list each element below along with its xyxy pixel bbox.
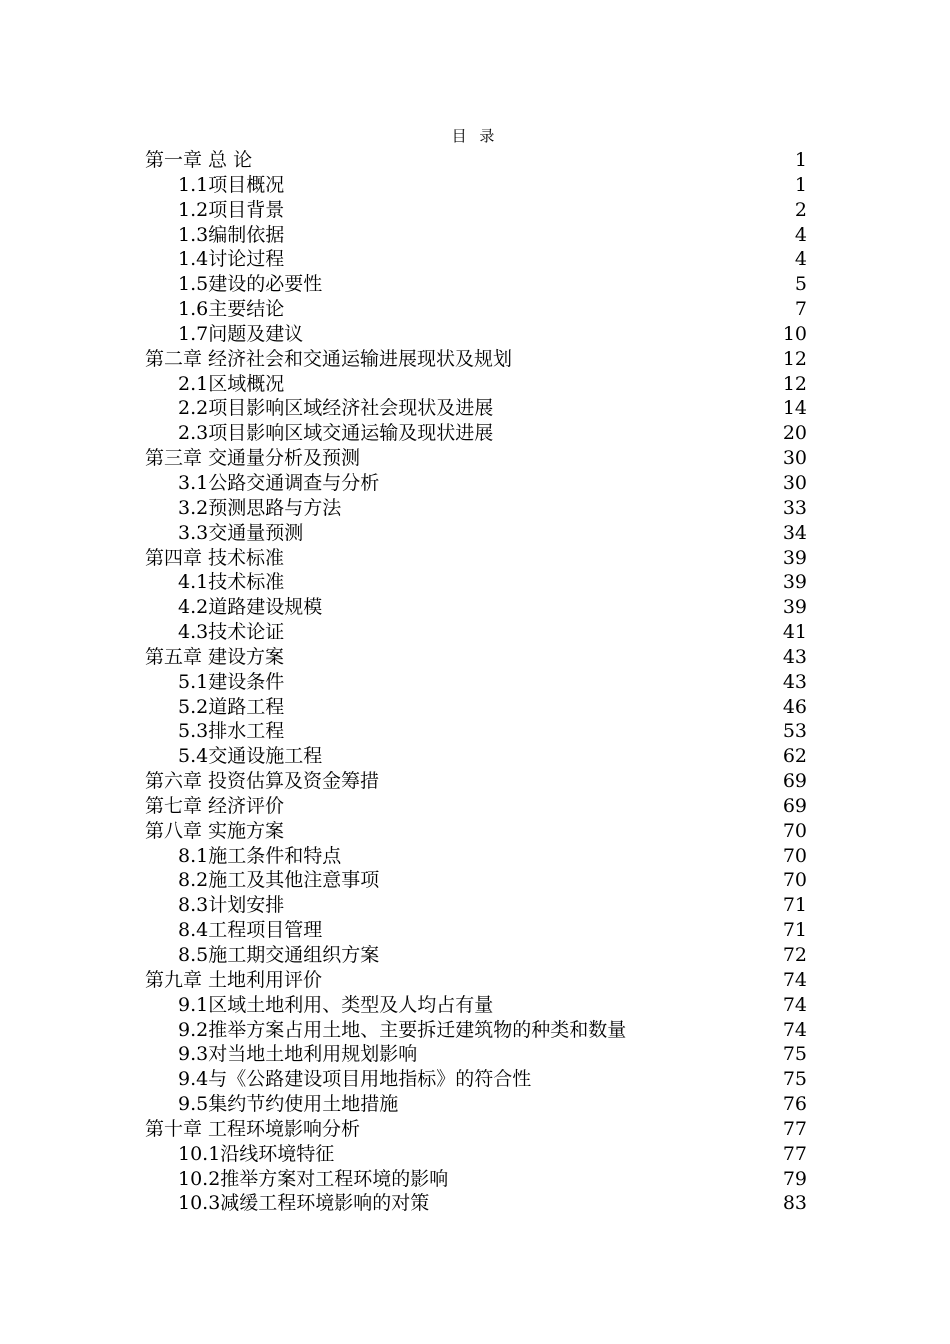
toc-entry-page-number: 14 <box>782 397 807 420</box>
toc-entry-page-number: 33 <box>782 496 807 519</box>
toc-entry-text: 1.2项目背景 <box>178 198 285 221</box>
toc-chapter-entry[interactable] <box>145 968 807 993</box>
toc-section-entry[interactable] <box>145 918 807 943</box>
toc-section-entry[interactable] <box>145 893 807 918</box>
toc-entry-text: 5.1建设条件 <box>178 670 285 693</box>
toc-entry-text: 3.1公路交通调查与分析 <box>178 471 380 494</box>
toc-entry-page-number: 75 <box>782 1068 807 1091</box>
toc-entry-text: 第十章 工程环境影响分析 <box>145 1117 361 1140</box>
toc-entry-page-number: 69 <box>782 770 807 793</box>
toc-entry-text: 第五章 建设方案 <box>145 645 285 668</box>
toc-entry-page-number: 39 <box>782 596 807 619</box>
toc-section-entry[interactable] <box>145 372 807 397</box>
toc-entry-text: 9.2推举方案占用土地、主要拆迁建筑物的种类和数量 <box>178 1018 627 1041</box>
toc-entry-text: 第三章 交通量分析及预测 <box>145 447 361 470</box>
toc-entry-page-number: 70 <box>782 869 807 892</box>
toc-entry-text: 第七章 经济评价 <box>145 794 285 817</box>
toc-entry-text: 1.1项目概况 <box>178 173 285 196</box>
toc-entry-page-number: 71 <box>782 894 807 917</box>
toc-entry-text: 9.3对当地土地利用规划影响 <box>178 1043 418 1066</box>
toc-entry-page-number: 74 <box>782 1018 807 1041</box>
toc-entry-page-number: 39 <box>782 571 807 594</box>
toc-chapter-entry[interactable] <box>145 645 807 670</box>
toc-section-entry[interactable] <box>145 1067 807 1092</box>
toc-section-entry[interactable] <box>145 223 807 248</box>
toc-chapter-entry[interactable] <box>145 148 807 173</box>
toc-section-entry[interactable] <box>145 744 807 769</box>
toc-entry-page-number: 75 <box>782 1043 807 1066</box>
toc-entry-text: 10.3减缓工程环境影响的对策 <box>178 1192 430 1215</box>
toc-entry-text: 4.2道路建设规模 <box>178 596 323 619</box>
toc-entry-text: 2.1区域概况 <box>178 372 285 395</box>
toc-entry-text: 1.4讨论过程 <box>178 248 285 271</box>
toc-section-entry[interactable] <box>145 844 807 869</box>
toc-entry-text: 第九章 土地利用评价 <box>145 968 323 991</box>
toc-entry-text: 第一章 总 论 <box>145 149 253 171</box>
toc-entry-text: 9.4与《公路建设项目用地指标》的符合性 <box>178 1068 532 1091</box>
toc-section-entry[interactable] <box>145 943 807 968</box>
toc-entry-text: 第二章 经济社会和交通运输进展现状及规划 <box>145 347 513 370</box>
toc-entry-text: 4.1技术标准 <box>178 571 285 594</box>
toc-entry-page-number: 53 <box>782 720 807 743</box>
toc-chapter-entry[interactable] <box>145 819 807 844</box>
toc-section-entry[interactable] <box>145 1042 807 1067</box>
toc-section-entry[interactable] <box>145 521 807 546</box>
toc-entry-page-number: 76 <box>782 1093 807 1116</box>
toc-section-entry[interactable] <box>145 297 807 322</box>
toc-section-entry[interactable] <box>145 173 807 198</box>
toc-entry-page-number: 70 <box>782 819 807 842</box>
toc-entry-text: 3.2预测思路与方法 <box>178 496 342 519</box>
toc-entry-page-number: 70 <box>782 844 807 867</box>
toc-section-entry[interactable] <box>145 595 807 620</box>
toc-section-entry[interactable] <box>145 396 807 421</box>
toc-chapter-entry[interactable] <box>145 794 807 819</box>
toc-entry-page-number: 46 <box>782 695 807 718</box>
toc-entry-text: 2.2项目影响区域经济社会现状及进展 <box>178 397 494 420</box>
toc-entry-text: 4.3技术论证 <box>178 621 285 644</box>
toc-entry-page-number: 20 <box>782 422 807 445</box>
toc-section-entry[interactable] <box>145 570 807 595</box>
toc-entry-text: 第四章 技术标准 <box>145 546 285 569</box>
toc-entry-text: 1.7问题及建议 <box>178 322 304 345</box>
toc-section-entry[interactable] <box>145 868 807 893</box>
toc-entry-text: 1.6主要结论 <box>178 298 285 321</box>
toc-chapter-entry[interactable] <box>145 1117 807 1142</box>
toc-title: 目 录 <box>451 127 499 145</box>
toc-entry-page-number: 74 <box>782 968 807 991</box>
toc-entry-page-number: 10 <box>782 322 807 345</box>
toc-entry-page-number: 2 <box>794 198 807 221</box>
toc-section-entry[interactable] <box>145 322 807 347</box>
toc-section-entry[interactable] <box>145 620 807 645</box>
toc-chapter-entry[interactable] <box>145 546 807 571</box>
toc-section-entry[interactable] <box>145 993 807 1018</box>
toc-entry-page-number: 83 <box>782 1192 807 1215</box>
toc-entry-page-number: 4 <box>794 248 807 271</box>
toc-entry-page-number: 4 <box>794 223 807 246</box>
toc-entry-page-number: 43 <box>782 645 807 668</box>
toc-entry-text: 5.3排水工程 <box>178 720 285 743</box>
toc-section-entry[interactable] <box>145 1092 807 1117</box>
toc-entry-text: 1.5建设的必要性 <box>178 273 323 296</box>
toc-entry-page-number: 1 <box>794 149 807 171</box>
toc-entry-text: 9.1区域土地利用、类型及人均占有量 <box>178 993 494 1016</box>
toc-entry-page-number: 77 <box>782 1142 807 1165</box>
toc-section-entry[interactable] <box>145 1191 807 1216</box>
toc-section-entry[interactable] <box>145 695 807 720</box>
toc-entry-page-number: 7 <box>794 298 807 321</box>
toc-section-entry[interactable] <box>145 272 807 297</box>
toc-entry-text: 8.3计划安排 <box>178 894 285 917</box>
toc-chapter-entry[interactable] <box>145 769 807 794</box>
toc-entry-text: 3.3交通量预测 <box>178 521 304 544</box>
toc-entry-page-number: 72 <box>782 944 807 966</box>
toc-section-entry[interactable] <box>145 719 807 744</box>
toc-section-entry[interactable] <box>145 247 807 272</box>
toc-section-entry[interactable] <box>145 1167 807 1192</box>
toc-section-entry[interactable] <box>145 1142 807 1167</box>
toc-entry-text: 10.2推举方案对工程环境的影响 <box>178 1167 449 1190</box>
toc-entry-text: 第六章 投资估算及资金筹措 <box>145 770 380 793</box>
toc-entry-text: 1.3编制依据 <box>178 223 285 246</box>
toc-entry-page-number: 12 <box>782 347 807 370</box>
toc-entry-page-number: 74 <box>782 993 807 1016</box>
toc-section-entry[interactable] <box>145 670 807 695</box>
toc-entry-page-number: 34 <box>782 521 807 544</box>
toc-entry-page-number: 1 <box>794 173 807 196</box>
toc-list <box>145 148 807 1216</box>
toc-entry-page-number: 62 <box>782 745 807 768</box>
toc-chapter-entry[interactable] <box>145 347 807 372</box>
toc-entry-text: 9.5集约节约使用土地措施 <box>178 1093 399 1116</box>
toc-section-entry[interactable] <box>145 496 807 521</box>
toc-entry-text: 5.2道路工程 <box>178 695 285 718</box>
toc-entry-page-number: 79 <box>782 1167 807 1190</box>
toc-entry-text: 第八章 实施方案 <box>145 819 285 842</box>
toc-entry-text: 8.1施工条件和特点 <box>178 844 342 867</box>
toc-entry-page-number: 30 <box>782 447 807 470</box>
toc-entry-text: 8.4工程项目管理 <box>178 919 323 942</box>
toc-section-entry[interactable] <box>145 421 807 446</box>
toc-entry-page-number: 41 <box>782 621 807 644</box>
toc-section-entry[interactable] <box>145 1018 807 1043</box>
toc-entry-text: 8.5施工期交通组织方案 <box>178 944 380 966</box>
toc-entry-page-number: 5 <box>794 273 807 296</box>
toc-entry-page-number: 77 <box>782 1117 807 1140</box>
toc-entry-page-number: 12 <box>782 372 807 395</box>
toc-section-entry[interactable] <box>145 198 807 223</box>
toc-entry-text: 10.1沿线环境特征 <box>178 1142 335 1165</box>
toc-entry-text: 8.2施工及其他注意事项 <box>178 869 380 892</box>
toc-entry-page-number: 39 <box>782 546 807 569</box>
toc-entry-text: 2.3项目影响区域交通运输及现状进展 <box>178 422 494 445</box>
toc-entry-text: 5.4交通设施工程 <box>178 745 323 768</box>
toc-entry-page-number: 69 <box>782 794 807 817</box>
toc-entry-page-number: 43 <box>782 670 807 693</box>
toc-entry-page-number: 30 <box>782 471 807 494</box>
toc-chapter-entry[interactable] <box>145 446 807 471</box>
toc-section-entry[interactable] <box>145 471 807 496</box>
toc-entry-page-number: 71 <box>782 919 807 942</box>
